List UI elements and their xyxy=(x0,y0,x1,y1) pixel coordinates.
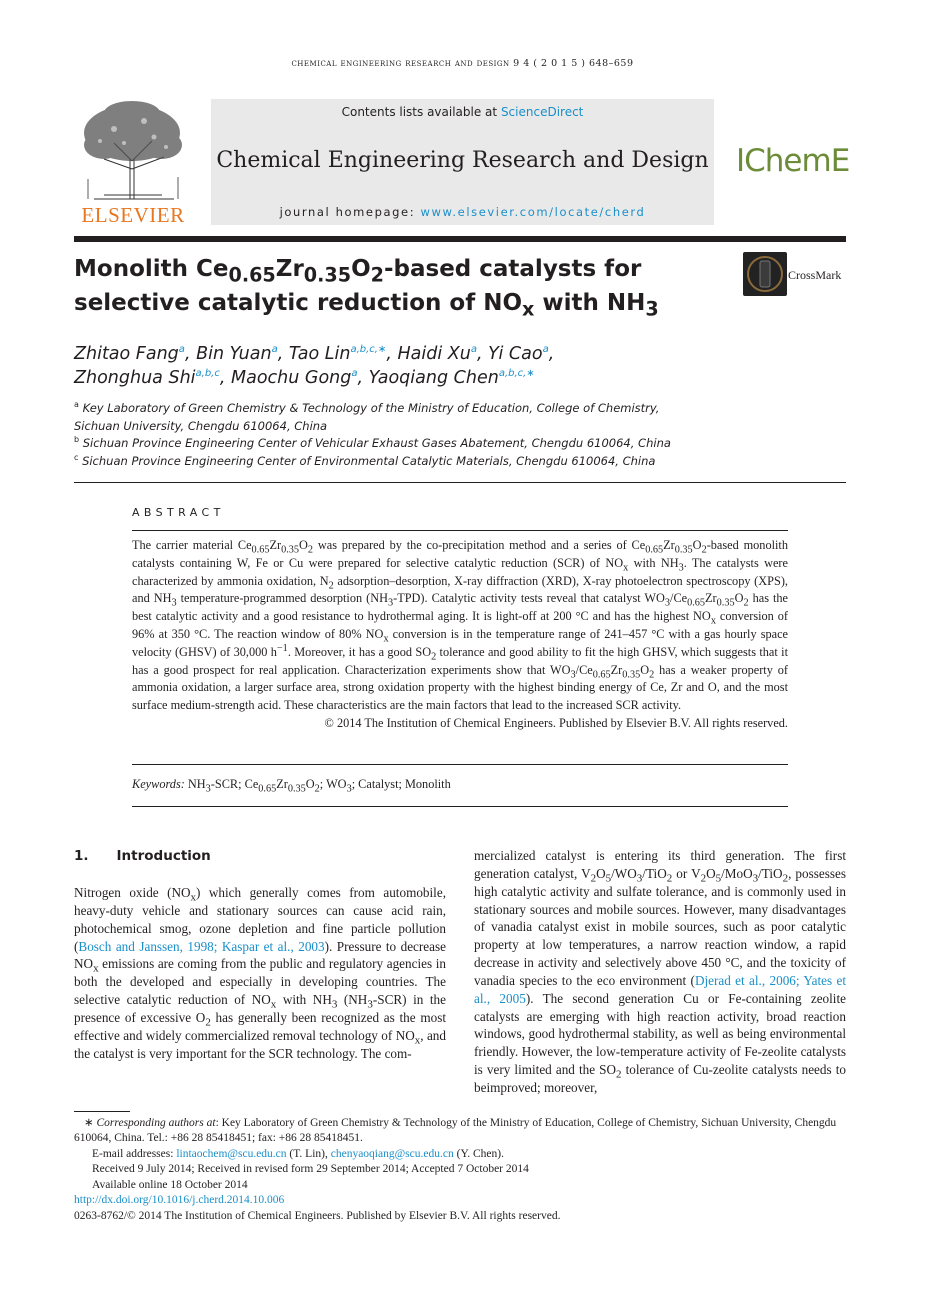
sub: x xyxy=(623,562,629,574)
author xyxy=(488,344,554,364)
sub: x xyxy=(93,963,99,976)
title-sub: 0.65 xyxy=(228,263,276,287)
sub: 2 xyxy=(205,1016,211,1029)
sub: x xyxy=(414,1034,421,1047)
abstract-body xyxy=(132,537,788,733)
sub: 0.35 xyxy=(716,597,735,609)
body-text: O xyxy=(596,865,606,881)
abstract-text: has a weaker property of ammonia oxidation, a larger surface area, strong oxidation property with the highest binding energy of Ce, Zr and O, and the most surface medium-strength acid. These characteristics are the main factors that lead to the increased SCR activity. xyxy=(132,662,788,713)
author-affil-mark[interactable]: a,b,c,∗ xyxy=(350,344,387,356)
author xyxy=(74,344,196,364)
homepage-prefix: journal homepage: xyxy=(279,205,421,219)
affil-rule xyxy=(74,482,846,483)
author-name: Maochu Gong xyxy=(231,368,352,388)
sub: 0.65 xyxy=(251,544,270,556)
abstract-text: conversion is in the temperature range of 241–457 °C with a gas hourly space velocity (GHSV) of 30,000 h xyxy=(132,626,788,659)
affiliation-c xyxy=(74,453,655,471)
sub: 0.35 xyxy=(674,544,693,556)
body-text: tolerance of Cu-zeolite catalysts needs to beimproved; moreover, xyxy=(474,1062,846,1095)
elsevier-logo xyxy=(74,99,192,225)
author-affil-mark[interactable]: a xyxy=(470,344,477,356)
sub: 2 xyxy=(431,651,437,663)
affil-label: c xyxy=(74,453,79,463)
sub: 0.35 xyxy=(281,544,300,556)
citation-link[interactable]: Djerad et al., 2006; Yates et al., 2005 xyxy=(474,972,846,1006)
affiliation-b xyxy=(74,435,671,453)
sub: 0.65 xyxy=(645,544,664,556)
left-column-text xyxy=(74,884,446,1062)
abstract-text: . The catalysts were characterized by ammonia oxidation, N xyxy=(132,555,788,588)
body-text: with NH xyxy=(276,992,332,1008)
abstract-bottom-rule xyxy=(132,806,788,807)
author-affil-mark[interactable]: a xyxy=(542,344,549,356)
running-head: chemical engineering research and design 9 4 ( 2 0 1 5 ) 648–659 xyxy=(291,58,634,69)
abstract-text: -based monolith catalysts containing W, Fe or Cu were prepared for selective catalytic reduction (SCR) of NO xyxy=(132,538,788,570)
sub: x xyxy=(190,891,197,904)
sub: 2 xyxy=(666,872,673,885)
body-text: /MoO xyxy=(721,865,753,881)
sub: 3 xyxy=(387,597,394,609)
kw-text: Zr xyxy=(276,777,288,791)
citation-link[interactable]: Bosch and Janssen, 1998; Kaspar et al., 2003 xyxy=(78,938,325,954)
separator: , xyxy=(277,344,289,364)
affil-text: Sichuan Province Engineering Center of Vehicular Exhaust Gases Abatement, Chengdu 610064, China xyxy=(82,436,671,450)
body-text: or V xyxy=(672,865,701,881)
abstract-text: conversion of 96% at 350 °C. The reaction window of 80% NO xyxy=(132,609,788,641)
title-text: with NH xyxy=(534,290,646,316)
title-sub: 0.35 xyxy=(303,263,352,287)
title-sub: 2 xyxy=(370,263,384,287)
author-name: Zhitao Fang xyxy=(74,344,179,364)
sub: 3 xyxy=(570,669,576,681)
author-name: Yi Cao xyxy=(488,344,543,364)
affil-label: b xyxy=(74,435,80,445)
email-link[interactable]: lintaochem@scu.edu.cn xyxy=(176,1148,287,1160)
abstract-text: Zr xyxy=(610,662,623,677)
section-heading xyxy=(74,848,211,864)
sub: 0.35 xyxy=(622,669,641,681)
sub: 2 xyxy=(782,872,789,885)
abstract-text: Zr xyxy=(269,538,282,552)
corresponding-footnote xyxy=(74,1116,846,1147)
sub: 2 xyxy=(328,580,334,592)
sub: 2 xyxy=(649,669,655,681)
abstract-text: O xyxy=(299,538,308,552)
body-text: emissions are coming from the public and regulatory agencies in both the developed and especially in developing countries. The selective catalytic reduction of NO xyxy=(74,956,446,1008)
kw-text: NH xyxy=(184,777,206,791)
journal-title: Chemical Engineering Research and Design xyxy=(216,148,709,173)
separator: , xyxy=(386,344,398,364)
sub: 3 xyxy=(367,998,373,1011)
author-affil-mark[interactable]: a,b,c xyxy=(195,368,220,380)
kw-text: ; Catalyst; Monolith xyxy=(351,777,451,791)
abstract-mid-rule xyxy=(132,764,788,765)
title-text: -based catalysts for selective catalytic reduction of NO xyxy=(74,256,642,316)
abstract-text: Zr xyxy=(663,538,675,552)
body-text: , and the catalyst is very important for the SCR technology. The com- xyxy=(74,1027,446,1061)
sub: 2 xyxy=(590,872,597,885)
email-owner: (Y. Chen). xyxy=(453,1148,504,1160)
contents-line xyxy=(211,105,714,119)
body-text: Nitrogen oxide (NO xyxy=(74,885,191,900)
sub: 0.65 xyxy=(592,669,611,681)
title-sub: 3 xyxy=(645,297,659,321)
doi-url[interactable]: http://dx.doi.org/10.1016/j.cherd.2014.10.006 xyxy=(74,1194,285,1206)
author xyxy=(231,368,369,388)
body-text: (NH xyxy=(337,992,368,1008)
abstract-text: with NH xyxy=(628,555,679,570)
sub: 3 xyxy=(664,597,671,609)
title-text: Zr xyxy=(275,256,304,282)
abstract-text: The carrier material Ce xyxy=(132,538,252,552)
received-dates: Received 9 July 2014; Received in revised form 29 September 2014; Accepted 7 October 2014 xyxy=(92,1163,529,1175)
author-list xyxy=(74,342,774,390)
crossmark-label[interactable]: CrossMark xyxy=(788,268,842,282)
sub: x xyxy=(383,633,389,645)
abstract-copyright: © 2014 The Institution of Chemical Engineers. Published by Elsevier B.V. All rights reserved. xyxy=(324,715,788,730)
issn-line: 0263-8762/© 2014 The Institution of Chemical Engineers. Published by Elsevier B.V. All rights reserved. xyxy=(74,1210,561,1222)
author-affil-mark[interactable]: a xyxy=(351,368,358,380)
separator: , xyxy=(548,344,555,364)
body-text: has generally been recognized as the most effective and widely commercialized removal technology of NO xyxy=(74,1009,446,1043)
sub: 0.35 xyxy=(287,783,306,795)
sub: 3 xyxy=(752,872,759,885)
author xyxy=(289,344,398,364)
author-name: Tao Lin xyxy=(288,344,351,364)
affil-text: Sichuan Province Engineering Center of Environmental Catalytic Materials, Chengdu 610064, China xyxy=(82,454,656,468)
abstract-text: . Moreover, it has a good SO xyxy=(287,644,432,659)
abstract-text: -TPD). Catalytic activity tests reveal that catalyst WO xyxy=(393,591,665,606)
sub: 0.65 xyxy=(258,783,277,795)
sub: 2 xyxy=(743,597,749,609)
sub: 5 xyxy=(605,872,612,885)
author xyxy=(196,344,289,364)
abstract-text: Zr xyxy=(705,591,717,606)
footnote-star: ∗ xyxy=(84,1117,94,1129)
article-title xyxy=(74,252,734,320)
sub: 3 xyxy=(346,783,352,795)
abstract-top-rule xyxy=(132,530,788,531)
affil-label: a xyxy=(74,400,79,410)
email-prefix: E-mail addresses: xyxy=(92,1148,177,1160)
title-sub: x xyxy=(522,297,535,321)
right-column-text xyxy=(474,847,846,1097)
sub: x xyxy=(270,998,277,1011)
abstract-text: tolerance and good ability to fit the high GHSV, which suggests that it has a good prospect for real application. Characterization experiments show that WO xyxy=(132,644,788,677)
abstract-text: /Ce xyxy=(575,662,593,677)
icheme-logo: IChemE xyxy=(736,143,850,179)
sub: 3 xyxy=(636,872,643,885)
abstract-text: adsorption–desorption, X-ray diffraction (XRD), X-ray photoelectron spectroscopy (XPS), and NH xyxy=(132,573,788,606)
author xyxy=(369,368,535,388)
abstract-text: O xyxy=(640,662,650,677)
author-name: Haidi Xu xyxy=(397,344,471,364)
sub: 2 xyxy=(314,783,320,795)
abstract-heading: ABSTRACT xyxy=(132,506,225,519)
abstract-text: temperature-programmed desorption (NH xyxy=(176,591,388,606)
email-link[interactable]: chenyaoqiang@scu.edu.cn xyxy=(330,1148,454,1160)
author xyxy=(397,344,488,364)
sub: 2 xyxy=(616,1068,622,1081)
elsevier-tree-icon xyxy=(74,99,192,203)
kw-text: -SCR; Ce xyxy=(210,777,259,791)
author-affil-mark[interactable]: a,b,c,∗ xyxy=(498,368,535,380)
corr-label: Corresponding authors at xyxy=(93,1117,216,1129)
body-text: -SCR) in the presence of excessive O xyxy=(74,992,446,1025)
body-text: ). The second generation Cu or Fe-containing zeolite catalysts are emerging with high reaction activity, broad reaction windows, good hydrothermal stability, as well as being environmental friendly. However, the low-temperature activity of Fe-zeolite catalysts is very limited and the SO xyxy=(474,990,846,1078)
abstract-text: /Ce xyxy=(670,591,688,606)
sub: 5 xyxy=(715,872,722,885)
title-text: Monolith Ce xyxy=(74,256,229,282)
keywords-label: Keywords: xyxy=(132,777,185,791)
abstract-text: has the best catalytic activity and a good resistance to hydrothermal aging. It is light-off at 200 °C and has the highest NO xyxy=(132,591,788,624)
homepage-link[interactable]: www.elsevier.com/locate/cherd xyxy=(420,205,646,219)
sub: 0.65 xyxy=(687,597,706,609)
abstract-text: O xyxy=(734,591,744,606)
author-name: Yaoqiang Chen xyxy=(368,368,499,388)
body-text: O xyxy=(706,865,716,881)
section-number: 1. xyxy=(74,848,89,864)
author-affil-mark[interactable]: a xyxy=(178,344,185,356)
sciencedirect-link[interactable]: ScienceDirect xyxy=(500,105,584,119)
abstract-text: O xyxy=(692,538,702,552)
title-text: O xyxy=(351,256,371,282)
sub: 2 xyxy=(701,544,707,556)
body-text: ) which generally comes from automobile, heavy-duty vehicle and stationary sources can cause acid rain, photochemical smog, ozone depletion and fine particle pollution ( xyxy=(74,885,446,954)
author-name: Bin Yuan xyxy=(196,344,272,364)
sub: x xyxy=(710,615,716,627)
doi-link[interactable] xyxy=(74,1193,846,1208)
affiliation-a xyxy=(74,400,659,435)
email-owner: (T. Lin), xyxy=(286,1148,331,1160)
sup: −1 xyxy=(276,642,288,654)
sub: 3 xyxy=(678,562,684,574)
header-rule xyxy=(74,236,846,242)
corr-text: : Key Laboratory of Green Chemistry & Technology of the Ministry of Education, College of Chemistry, Sichuan University, Chengdu 610064, China. Tel.: +86 28 85418451; fax: +86 28 85418451. xyxy=(74,1117,837,1145)
contents-prefix: Contents lists available at xyxy=(341,105,501,119)
email-footnote xyxy=(92,1147,846,1162)
sub: 2 xyxy=(700,872,707,885)
abstract-text: was prepared by the co-precipitation method and a series of Ce xyxy=(313,538,646,552)
author xyxy=(74,368,231,388)
body-text: /TiO xyxy=(758,865,783,881)
affil-text: Sichuan University, Chengdu 610064, China xyxy=(74,418,328,433)
body-text: /WO xyxy=(611,865,637,881)
author-name: Zhonghua Shi xyxy=(74,368,196,388)
section-title: Introduction xyxy=(116,848,211,864)
separator: , xyxy=(184,344,197,364)
author-affil-mark[interactable]: a xyxy=(271,344,278,356)
body-text: /TiO xyxy=(642,865,667,881)
crossmark-badge-icon xyxy=(743,252,787,296)
sub: 2 xyxy=(307,544,314,556)
sub: 3 xyxy=(331,998,338,1011)
separator: , xyxy=(219,368,232,388)
footnote-rule xyxy=(74,1111,130,1112)
separator: , xyxy=(357,368,369,388)
affil-text: Key Laboratory of Green Chemistry & Technology of the Ministry of Education, College of Chemistry, xyxy=(82,401,660,415)
kw-text: ; WO xyxy=(319,777,347,791)
homepage-line xyxy=(211,205,714,219)
sub: 3 xyxy=(205,783,211,795)
elsevier-wordmark: ELSEVIER xyxy=(81,203,185,227)
online-date: Available online 18 October 2014 xyxy=(92,1179,248,1191)
crossmark-icon[interactable] xyxy=(743,252,787,296)
body-text: , possesses high catalytic activity and sulfate tolerance, and is commonly used in stationary sources and mobile sources. However, many disadvantages of vanadia catalyst exist in mobile sources, such as poor catalytic property at low temperatures, a narrow reaction window, a rapid decrease in activity and selectively above 450 °C, and the toxicity of vanadia species to the eco environment ( xyxy=(474,865,846,988)
body-text: mercialized catalyst is entering its third generation. The first generation catalyst, V xyxy=(474,848,846,881)
sub: 3 xyxy=(171,597,177,609)
kw-text: O xyxy=(305,777,315,791)
separator: , xyxy=(476,344,489,364)
body-text: ). Pressure to decrease NO xyxy=(74,938,446,972)
keywords xyxy=(132,777,451,795)
